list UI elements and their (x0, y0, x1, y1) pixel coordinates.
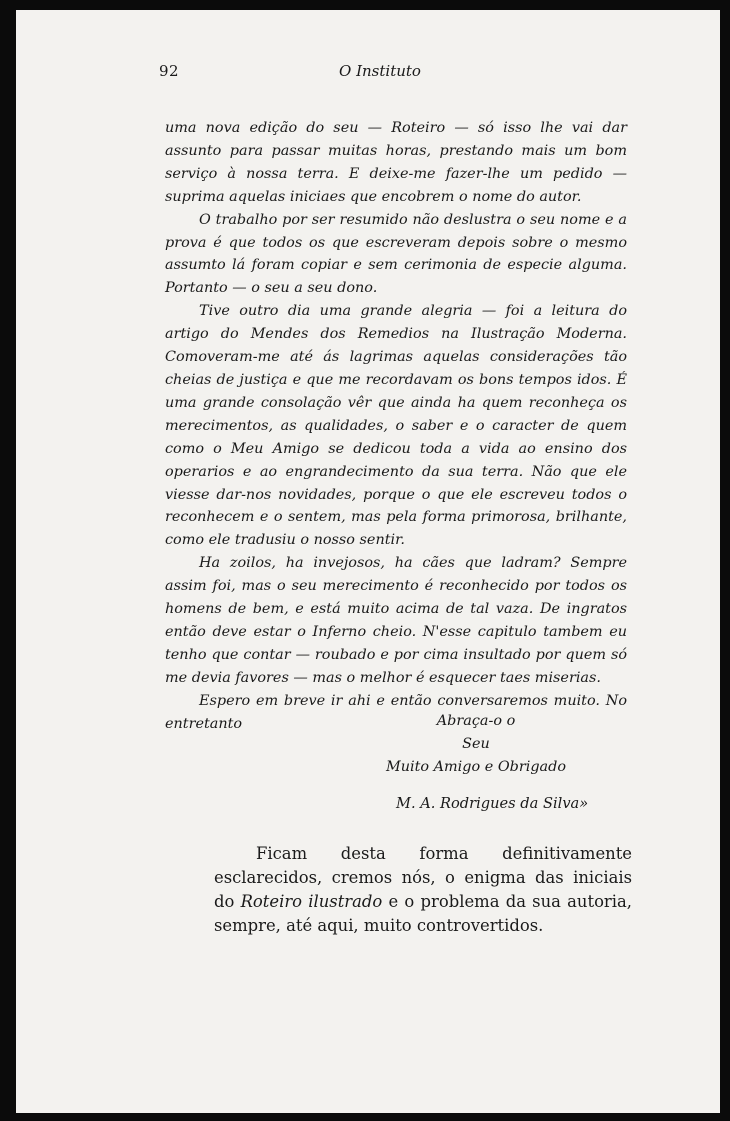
closing-line: Muito Amigo e Obrigado (386, 758, 566, 775)
page-number: 92 (159, 62, 180, 80)
letter-signature: M. A. Rodrigues da Silva» (396, 795, 589, 812)
running-title: O Instituto (339, 62, 421, 80)
closing-line: Seu (462, 735, 490, 752)
letter-paragraph: Tive outro dia uma grande alegria — foi a leitura do artigo do Mendes dos Remedios na Ilustração Moderna. Comoveram-me até ás lagrimas aquelas considerações tão cheias de justiça e que me recordavam os bons tempos idos. É uma grande consolação vêr que ainda ha quem reconheça os merecimentos, as qualidades, o saber e o caracter de quem como o Meu Amigo se dedicou toda a vida ao ensino dos operarios e ao engrandecimento da sua terra. Não que ele viesse dar-nos novidades, porque o que ele escreveu todos o reconhecem e o sentem, mas pela forma primorosa, brilhante, como ele tradusiu o nosso sentir. (165, 303, 627, 549)
commentary-text: Ficam desta forma definitivamente esclarecidos, cremos nós, o enigma das iniciais do (214, 844, 632, 911)
letter-paragraph: uma nova edição do seu — Roteiro — só isso lhe vai dar assunto para passar muitas horas, prestando mais um bom serviço à nossa terra. E deixe-me fazer-lhe um pedido — suprima aquelas iniciaes que encobrem o nome do autor. (165, 120, 627, 205)
closing-line: Abraça-o o (436, 713, 516, 729)
roteiro-title: Roteiro ilustrado (240, 892, 383, 911)
letter-closing (165, 710, 627, 779)
commentary-text: e o problema da sua autoria, sempre, até aqui, muito controvertidos. (214, 892, 632, 935)
page-header (16, 62, 720, 86)
book-page (16, 10, 720, 1113)
commentary-paragraph (214, 842, 632, 938)
author-commentary (214, 842, 632, 938)
quoted-letter (165, 117, 627, 735)
letter-paragraph: Ha zoilos, ha invejosos, ha cães que ladram? Sempre assim foi, mas o seu merecimento é reconhecido por todos os homens de bem, e está muito acima de tal vaza. De ingratos então deve estar o Inferno cheio. N'esse capitulo tambem eu tenho que contar — roubado e por cima insultado por quem só me devia favores — mas o melhor é esquecer taes miserias. (165, 555, 627, 686)
letter-paragraph: O trabalho por ser resumido não deslustra o seu nome e a prova é que todos os que escreveram depois sobre o mesmo assumto lá foram copiar e sem cerimonia de especie alguma. Portanto — o seu a seu dono. (165, 211, 627, 297)
letter-paragraph: Espero em breve ir ahi e então conversaremos muito. No entretanto (165, 692, 627, 732)
